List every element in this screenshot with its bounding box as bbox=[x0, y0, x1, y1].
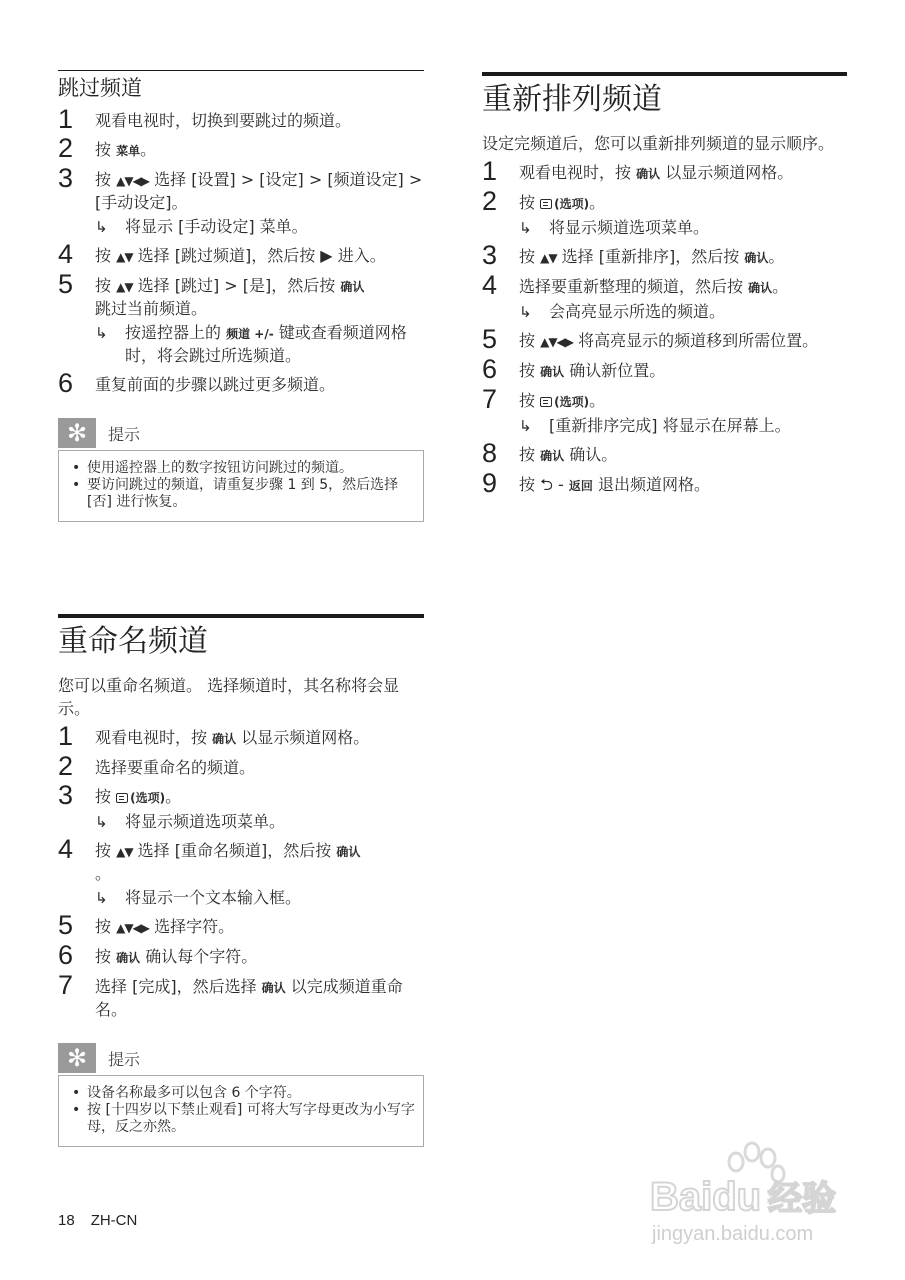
nav-arrows-icon: ▲▼◀▶ bbox=[540, 335, 574, 349]
step-text: 选择 [跳过频道]，然后按 ▶ 进入。 bbox=[132, 246, 386, 265]
ok-key-label: 确认 bbox=[540, 365, 565, 379]
step-text: 按 bbox=[95, 170, 117, 189]
steps-list bbox=[482, 156, 847, 498]
step-text: 跳过当前频道。 bbox=[95, 299, 208, 318]
tip-item: • 设备名称最多可以包含 6 个字符。 bbox=[67, 1085, 415, 1102]
step-number: 6 bbox=[482, 354, 498, 384]
step-text: 选择 [设置] > [设定] > [频道设定] > [手动设定]。 bbox=[95, 170, 423, 212]
step-number: 5 bbox=[58, 269, 74, 299]
options-button-icon bbox=[540, 397, 552, 407]
step-text: 确认每个字符。 bbox=[140, 947, 258, 966]
step-text: 以显示频道网格。 bbox=[236, 728, 370, 747]
step-text: 。 bbox=[95, 864, 112, 883]
step bbox=[58, 910, 424, 940]
step-number: 3 bbox=[58, 780, 74, 810]
step bbox=[482, 468, 847, 498]
result-arrow-icon: ↳ bbox=[519, 219, 532, 237]
step-number: 1 bbox=[482, 156, 498, 186]
step-number: 7 bbox=[58, 970, 74, 1000]
tip-title: 提示 bbox=[108, 424, 141, 444]
step-text: 以显示频道网格。 bbox=[660, 163, 794, 182]
step-text: 按 bbox=[519, 391, 541, 410]
step bbox=[58, 104, 424, 134]
step-text: 按 bbox=[95, 140, 117, 159]
watermark-brand: Baidu bbox=[650, 1175, 762, 1219]
result-arrow-icon: ↳ bbox=[519, 303, 532, 321]
section-rule bbox=[58, 614, 424, 618]
up-down-arrows-icon: ▲▼ bbox=[116, 845, 133, 859]
result-arrow-icon: ↳ bbox=[95, 889, 108, 907]
step bbox=[58, 133, 424, 163]
up-down-arrows-icon: ▲▼ bbox=[116, 250, 133, 264]
tip-item: • 要访问跳过的频道，请重复步骤 1 到 5，然后选择 [否] 进行恢复。 bbox=[67, 477, 415, 511]
page-footer bbox=[58, 1212, 137, 1229]
ok-key-label: 确认 bbox=[744, 251, 769, 265]
back-arrow-icon: ⮌ - bbox=[540, 475, 569, 494]
step-text: 选择要重新整理的频道，然后按 bbox=[519, 277, 749, 296]
step-text: 按 bbox=[95, 841, 117, 860]
step-result bbox=[95, 887, 424, 909]
step-result bbox=[95, 216, 424, 238]
step-number: 2 bbox=[482, 186, 498, 216]
step bbox=[482, 384, 847, 437]
step-text: 退出频道网格。 bbox=[592, 475, 710, 494]
step-text: 选择字符。 bbox=[149, 917, 235, 936]
section-intro: 设定完频道后，您可以重新排列频道的显示顺序。 bbox=[482, 134, 835, 153]
nav-arrows-icon: ▲▼◀▶ bbox=[116, 174, 150, 188]
step-number: 6 bbox=[58, 368, 74, 398]
options-key-label: (选项) bbox=[554, 395, 590, 409]
step-number: 1 bbox=[58, 104, 74, 134]
step-text: 选择 [跳过] > [是]，然后按 bbox=[132, 276, 341, 295]
asterisk-tip-icon: ✻ bbox=[58, 418, 96, 448]
tip-item: • 按 [十四岁以下禁止观看] 可将大写字母更改为小写字母，反之亦然。 bbox=[67, 1102, 415, 1136]
back-key-label: 返回 bbox=[568, 479, 593, 493]
steps-list bbox=[58, 721, 424, 1021]
result-arrow-icon: ↳ bbox=[95, 813, 108, 831]
tip-block bbox=[58, 1043, 424, 1147]
step-result bbox=[95, 811, 424, 833]
step-text: 以完成频道重命名。 bbox=[95, 977, 403, 1019]
step-number: 2 bbox=[58, 133, 74, 163]
step-text: 按 bbox=[519, 361, 541, 380]
step-number: 3 bbox=[482, 240, 498, 270]
step-text: 按 bbox=[95, 246, 117, 265]
step-text: 。 bbox=[772, 277, 789, 296]
step-text: 按 bbox=[519, 331, 541, 350]
result-text: 键或查看频道网格时，将会跳过所选频道。 bbox=[125, 323, 407, 365]
step-number: 7 bbox=[482, 384, 498, 414]
result-arrow-icon: ↳ bbox=[519, 417, 532, 435]
section-reorder-channels bbox=[482, 72, 847, 497]
tip-box bbox=[58, 450, 424, 522]
step-text: 。 bbox=[768, 247, 785, 266]
ok-key-label: 确认 bbox=[636, 167, 661, 181]
step-text: 观看电视时，按 bbox=[95, 728, 213, 747]
step-text: 。 bbox=[589, 193, 606, 212]
baidu-jingyan-watermark bbox=[640, 1140, 860, 1250]
section-rule bbox=[482, 72, 847, 76]
step bbox=[58, 163, 424, 238]
step bbox=[482, 324, 847, 354]
step bbox=[58, 834, 424, 909]
step bbox=[58, 269, 424, 367]
step-text: 确认新位置。 bbox=[564, 361, 666, 380]
options-key-label: (选项) bbox=[554, 197, 590, 211]
step bbox=[482, 438, 847, 468]
step-number: 6 bbox=[58, 940, 74, 970]
step-text: 选择 [重命名频道]，然后按 bbox=[132, 841, 337, 860]
tip-item: • 使用遥控器上的数字按钮访问跳过的频道。 bbox=[67, 460, 415, 477]
step-result bbox=[95, 322, 424, 367]
step bbox=[58, 780, 424, 833]
step-number: 1 bbox=[58, 721, 74, 751]
section-rename-channels bbox=[58, 614, 424, 1147]
step bbox=[58, 751, 424, 781]
page-number: 18 bbox=[58, 1212, 75, 1229]
step-text: 观看电视时，按 bbox=[519, 163, 637, 182]
section-title: 重新排列频道 bbox=[482, 82, 662, 117]
step bbox=[58, 940, 424, 970]
result-arrow-icon: ↳ bbox=[95, 218, 108, 236]
result-text: 将显示频道选项菜单。 bbox=[125, 812, 286, 831]
section-intro: 您可以重命名频道。 选择频道时，其名称将会显示。 bbox=[58, 676, 400, 718]
step-text: 选择 [完成]，然后选择 bbox=[95, 977, 262, 996]
step bbox=[482, 240, 847, 270]
step-text: 按 bbox=[95, 917, 117, 936]
result-text: 会高亮显示所选的频道。 bbox=[549, 302, 726, 321]
asterisk-tip-icon: ✻ bbox=[58, 1043, 96, 1073]
step-number: 5 bbox=[58, 910, 74, 940]
step-text: 。 bbox=[589, 391, 606, 410]
nav-arrows-icon: ▲▼◀▶ bbox=[116, 921, 150, 935]
watermark-cn: 经验 bbox=[768, 1179, 836, 1219]
step-number: 4 bbox=[58, 239, 74, 269]
result-text: 将显示频道选项菜单。 bbox=[549, 218, 710, 237]
channel-key-label: 频道 +/- bbox=[226, 327, 274, 341]
up-down-arrows-icon: ▲▼ bbox=[116, 280, 133, 294]
result-text: [重新排序完成] 将显示在屏幕上。 bbox=[549, 416, 791, 435]
tip-block bbox=[58, 418, 424, 522]
step-text: 按 bbox=[95, 276, 117, 295]
options-key-label: (选项) bbox=[130, 791, 166, 805]
up-down-arrows-icon: ▲▼ bbox=[540, 251, 557, 265]
step-result bbox=[519, 415, 847, 437]
section-title: 跳过频道 bbox=[58, 76, 142, 100]
ok-key-label: 确认 bbox=[540, 449, 565, 463]
menu-key-label: 菜单 bbox=[116, 144, 141, 158]
tip-header bbox=[58, 418, 424, 448]
step-text: 按 bbox=[95, 947, 117, 966]
result-text: 将显示一个文本输入框。 bbox=[125, 888, 302, 907]
step-text: 按 bbox=[519, 193, 541, 212]
step-text: 。 bbox=[165, 787, 182, 806]
step-text: 按 bbox=[519, 445, 541, 464]
section-rule bbox=[58, 70, 424, 71]
step-result bbox=[519, 301, 847, 323]
tip-header bbox=[58, 1043, 424, 1073]
step-number: 5 bbox=[482, 324, 498, 354]
ok-key-label: 确认 bbox=[336, 845, 361, 859]
step-text: 按 bbox=[519, 475, 541, 494]
step bbox=[58, 368, 424, 398]
options-button-icon bbox=[116, 793, 128, 803]
ok-key-label: 确认 bbox=[212, 732, 237, 746]
section-title: 重命名频道 bbox=[58, 624, 208, 659]
result-text: 将显示 [手动设定] 菜单。 bbox=[125, 217, 308, 236]
step-number: 2 bbox=[58, 751, 74, 781]
options-button-icon bbox=[540, 199, 552, 209]
ok-key-label: 确认 bbox=[748, 281, 773, 295]
result-text: 按遥控器上的 bbox=[125, 323, 227, 342]
step-text: 观看电视时，切换到要跳过的频道。 bbox=[95, 111, 352, 130]
step bbox=[482, 270, 847, 323]
step-number: 9 bbox=[482, 468, 498, 498]
step-text: 按 bbox=[95, 787, 117, 806]
tip-title: 提示 bbox=[108, 1049, 141, 1069]
step bbox=[482, 354, 847, 384]
ok-key-label: 确认 bbox=[116, 951, 141, 965]
step bbox=[58, 239, 424, 269]
step bbox=[482, 156, 847, 186]
step-text: 。 bbox=[140, 140, 157, 159]
step bbox=[58, 970, 424, 1021]
step-number: 8 bbox=[482, 438, 498, 468]
ok-key-label: 确认 bbox=[340, 280, 365, 294]
watermark-url: jingyan.baidu.com bbox=[652, 1223, 814, 1245]
step bbox=[58, 721, 424, 751]
step-number: 4 bbox=[482, 270, 498, 300]
step-text: 将高亮显示的频道移到所需位置。 bbox=[573, 331, 819, 350]
steps-list bbox=[58, 104, 424, 398]
step-text: 选择 [重新排序]，然后按 bbox=[556, 247, 745, 266]
tip-box bbox=[58, 1075, 424, 1147]
result-arrow-icon: ↳ bbox=[95, 324, 108, 342]
language-code: ZH-CN bbox=[90, 1212, 138, 1229]
section-skip-channels bbox=[58, 70, 424, 522]
step-result bbox=[519, 217, 847, 239]
step-text: 重复前面的步骤以跳过更多频道。 bbox=[95, 375, 336, 394]
ok-key-label: 确认 bbox=[261, 981, 286, 995]
step-text: 选择要重命名的频道。 bbox=[95, 758, 256, 777]
step-number: 4 bbox=[58, 834, 74, 864]
step-number: 3 bbox=[58, 163, 74, 193]
step bbox=[482, 186, 847, 239]
step-text: 确认。 bbox=[564, 445, 618, 464]
step-text: 按 bbox=[519, 247, 541, 266]
